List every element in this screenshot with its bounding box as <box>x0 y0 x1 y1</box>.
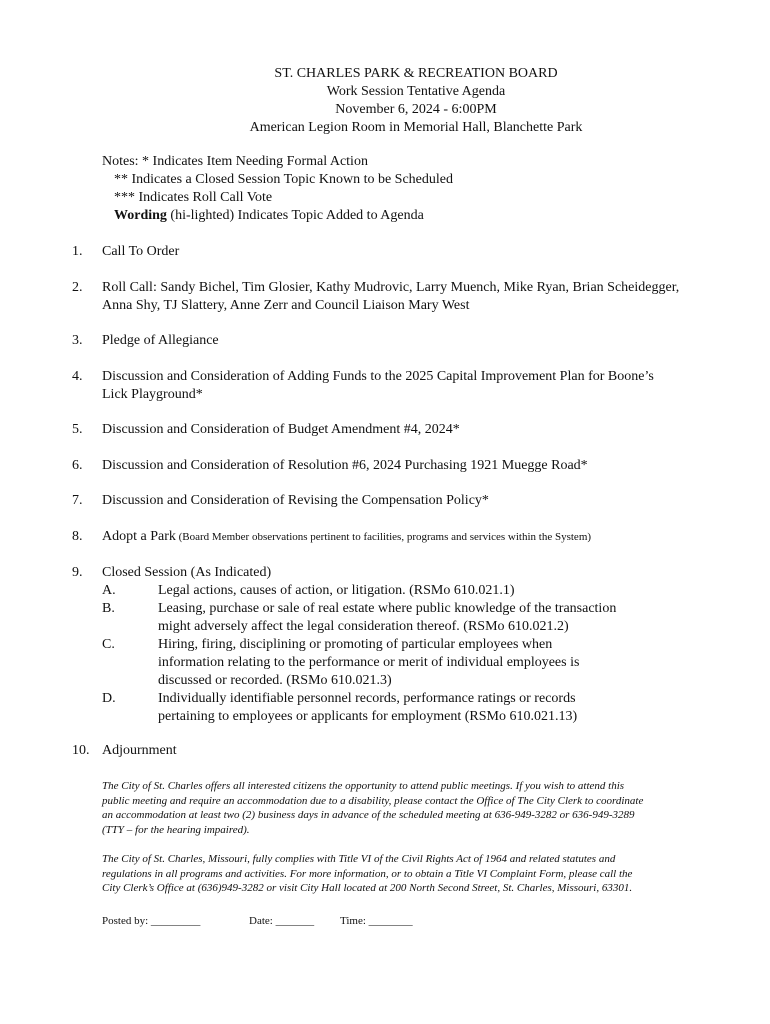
subitem-text: pertaining to employees or applicants for employment (RSMo 610.021.13) <box>158 709 578 724</box>
agenda-item <box>72 492 732 510</box>
notice-line: The City of St. Charles, Missouri, fully complies with Title VI of the Civil Rights Act of 1964 and related statutes and <box>102 853 616 865</box>
notice-line: regulations in all programs and activities. For more information, or to obtain a Title VI Complaint Form, please call the <box>102 867 633 880</box>
subitem-text: might adversely affect the legal consideration thereof. (RSMo 610.021.2) <box>158 619 569 634</box>
subitem-text: Leasing, purchase or sale of real estate where public knowledge of the transaction <box>158 601 617 616</box>
notice-line: an accommodation at least two (2) business days in advance of the scheduled meeting at 636-949-3282 or 636-949-3289 <box>102 809 635 821</box>
item-number: 1. <box>72 244 83 259</box>
subitem-letter: C. <box>102 637 115 652</box>
meeting-location: American Legion Room in Memorial Hall, Blanchette Park <box>249 120 583 135</box>
item-text: Discussion and Consideration of Resolution #6, 2024 Purchasing 1921 Muegge Road* <box>102 458 588 473</box>
posted-by: Posted by: _________ <box>102 915 201 927</box>
closed-session-subitem <box>102 582 732 600</box>
notes-line-roll-call: *** Indicates Roll Call Vote <box>114 190 273 205</box>
title-vi-notice <box>102 852 732 896</box>
agenda-item <box>72 457 732 475</box>
subitem-text: information relating to the performance or merit of individual employees is <box>158 655 580 670</box>
notes-line-closed-session: ** Indicates a Closed Session Topic Known to be Scheduled <box>114 172 453 187</box>
agenda-item <box>72 279 732 315</box>
agenda-item <box>72 564 732 726</box>
notice-line: public meeting and require an accommodation due to a disability, please contact the Office of The City Clerk to coordinate <box>102 794 644 807</box>
subitem-letter: B. <box>102 601 115 616</box>
item-text-line1: Discussion and Consideration of Adding Funds to the 2025 Capital Improvement Plan for Boone’s <box>102 369 654 384</box>
agenda-item <box>72 332 732 350</box>
subitem-text: discussed or recorded. (RSMo 610.021.3) <box>158 673 392 688</box>
item-number: 10. <box>72 743 90 758</box>
posting-info <box>102 912 413 930</box>
subitem-text: Individually identifiable personnel records, performance ratings or records <box>158 691 576 706</box>
item-number: 6. <box>72 458 83 473</box>
item-number: 5. <box>72 422 83 437</box>
item-text: Closed Session (As Indicated) <box>102 565 272 580</box>
posted-date: Date: _______ <box>249 915 315 927</box>
agenda-header <box>0 65 770 137</box>
notes-line-formal-action: Notes: * Indicates Item Needing Formal Action <box>102 154 368 169</box>
notice-line: (TTY – for the hearing impaired). <box>102 823 250 836</box>
closed-session-subitem <box>102 600 732 636</box>
subitem-letter: D. <box>102 691 116 706</box>
posted-time: Time: ________ <box>340 915 413 927</box>
item-text-line2: Lick Playground* <box>102 387 203 402</box>
agenda-item <box>72 742 732 760</box>
item-number: 9. <box>72 565 83 580</box>
agenda-notes <box>102 153 742 225</box>
agenda-item <box>72 528 732 546</box>
notes-wording-bold: Wording <box>114 208 167 223</box>
item-text: Pledge of Allegiance <box>102 333 219 348</box>
item-text: Adjournment <box>102 743 177 758</box>
meeting-date-time: November 6, 2024 - 6:00PM <box>335 102 497 117</box>
notes-line-wording <box>102 207 742 225</box>
subitem-text: Hiring, firing, disciplining or promoting of particular employees when <box>158 637 553 652</box>
notes-wording-rest: (hi-lighted) Indicates Topic Added to Agenda <box>166 208 424 223</box>
adopt-a-park-label: Adopt a Park <box>102 529 176 544</box>
item-text-line1: Roll Call: Sandy Bichel, Tim Glosier, Kathy Mudrovic, Larry Muench, Mike Ryan, Brian Scheidegger, <box>102 280 680 295</box>
adopt-a-park-note: (Board Member observations pertinent to facilities, programs and services within the System) <box>175 531 592 543</box>
subitem-letter: A. <box>102 583 116 598</box>
agenda-item <box>72 421 732 439</box>
agenda-type: Work Session Tentative Agenda <box>326 84 506 99</box>
notice-line: City Clerk’s Office at (636)949-3282 or visit City Hall located at 200 North Second Street, St. Charles, Missouri, 63301. <box>102 882 633 894</box>
agenda-item <box>72 368 732 404</box>
accessibility-notice <box>102 779 732 837</box>
notice-line: The City of St. Charles offers all interested citizens the opportunity to attend public meetings. If you wish to attend this <box>102 780 625 792</box>
item-number: 2. <box>72 280 83 295</box>
closed-session-subitem <box>102 636 732 690</box>
subitem-text: Legal actions, causes of action, or litigation. (RSMo 610.021.1) <box>158 583 515 598</box>
item-text: Call To Order <box>102 244 180 259</box>
item-text: Discussion and Consideration of Budget Amendment #4, 2024* <box>102 422 460 437</box>
item-text-line2: Anna Shy, TJ Slattery, Anne Zerr and Council Liaison Mary West <box>102 298 470 313</box>
item-text <box>102 528 732 546</box>
item-text: Discussion and Consideration of Revising the Compensation Policy* <box>102 493 489 508</box>
item-number: 7. <box>72 493 83 508</box>
closed-session-subitem <box>102 690 732 726</box>
item-number: 4. <box>72 369 83 384</box>
board-title: ST. CHARLES PARK & RECREATION BOARD <box>274 66 558 81</box>
agenda-item <box>72 243 732 261</box>
item-number: 3. <box>72 333 83 348</box>
item-number: 8. <box>72 529 83 544</box>
